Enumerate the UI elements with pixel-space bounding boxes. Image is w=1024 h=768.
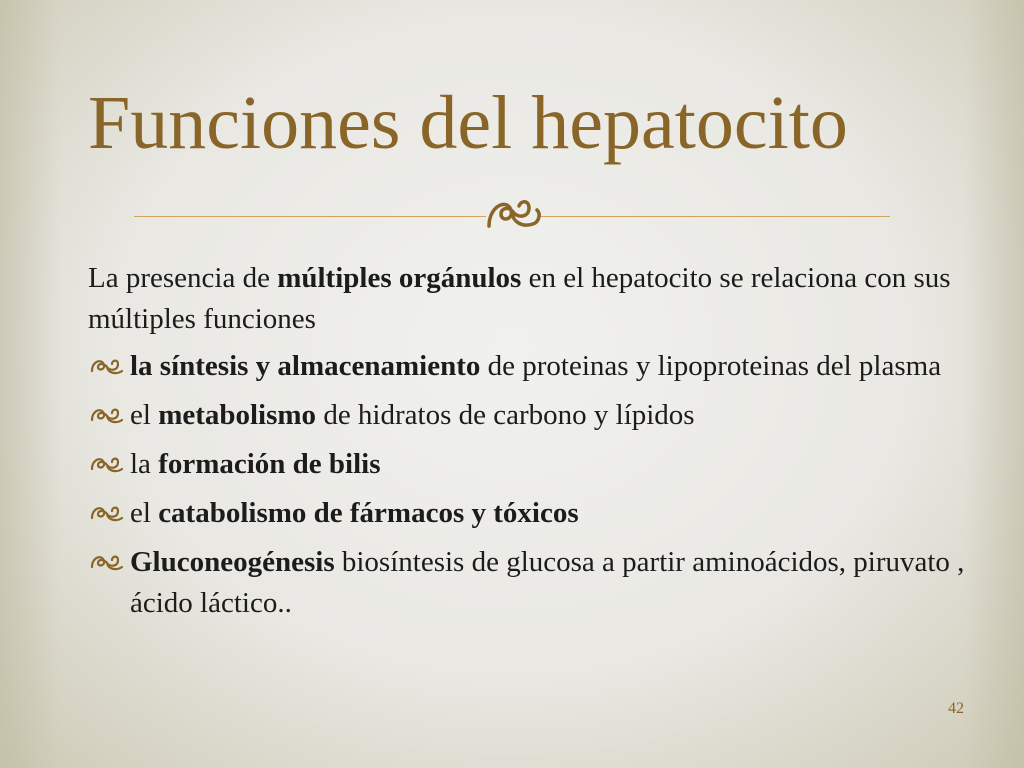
bullet-flourish-icon bbox=[88, 404, 126, 426]
bullet-2-text-bold: metabolismo bbox=[158, 399, 317, 431]
bullet-5-text-end: biosíntesis de glucosa a partir aminoácidos, piruvato , ácido láctico.. bbox=[130, 546, 965, 619]
bullet-4-text-start: el bbox=[130, 497, 159, 529]
bullet-2-text-start: el bbox=[130, 399, 159, 431]
bullet-item-1 bbox=[88, 346, 968, 387]
bullet-1-text-end: de proteinas y lipoproteinas del plasma bbox=[480, 350, 942, 382]
page-number: 42 bbox=[948, 700, 964, 717]
title-divider-right bbox=[540, 216, 890, 217]
bullet-flourish-icon bbox=[88, 453, 126, 475]
bullet-2-text-end: de hidratos de carbono y lípidos bbox=[316, 399, 695, 431]
bullet-item-2 bbox=[88, 395, 968, 436]
bullet-flourish-icon bbox=[88, 551, 126, 573]
slide-body bbox=[88, 258, 968, 632]
intro-paragraph bbox=[88, 258, 968, 340]
bullet-5-text-bold: Gluconeogénesis bbox=[130, 546, 335, 578]
bullet-flourish-icon bbox=[88, 355, 126, 377]
bullet-item-4 bbox=[88, 493, 968, 534]
left-edge-shade bbox=[0, 0, 60, 768]
bullet-item-3 bbox=[88, 444, 968, 485]
slide-title: Funciones del hepatocito bbox=[88, 81, 848, 165]
bullet-1-text-bold: la síntesis y almacenamiento bbox=[130, 350, 481, 382]
intro-text-bold: múltiples orgánulos bbox=[277, 262, 522, 294]
bullet-3-text-start: la bbox=[130, 448, 159, 480]
intro-text-start: La presencia de bbox=[88, 262, 278, 294]
bullet-3-text-bold: formación de bilis bbox=[158, 448, 381, 480]
bullet-item-5 bbox=[88, 542, 968, 624]
bullet-4-text-bold: catabolismo de fármacos y tóxicos bbox=[158, 497, 579, 529]
intro-text-end: en el hepatocito se relaciona con sus múltiples funciones bbox=[88, 262, 951, 335]
right-edge-shade bbox=[964, 0, 1024, 768]
title-divider-left bbox=[134, 216, 486, 217]
flourish-icon bbox=[481, 190, 545, 238]
bullet-flourish-icon bbox=[88, 502, 126, 524]
